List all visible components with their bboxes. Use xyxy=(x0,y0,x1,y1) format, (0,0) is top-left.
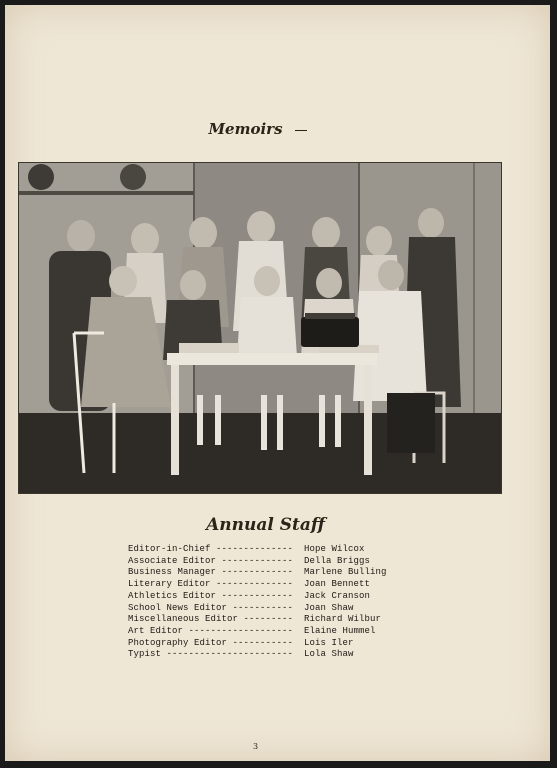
yearbook-page xyxy=(5,5,550,761)
staff-role: Business Manager ------------- xyxy=(128,567,294,578)
staff-row xyxy=(128,649,387,661)
staff-role: Associate Editor ------------- xyxy=(128,555,294,566)
staff-title: Annual Staff xyxy=(206,515,325,535)
staff-role: Art Editor ------------------- xyxy=(128,625,294,636)
staff-name: Elaine Hummel xyxy=(304,625,376,636)
staff-row xyxy=(128,591,387,603)
staff-role: Typist ----------------------- xyxy=(128,649,294,660)
section-title: Memoirs xyxy=(0,120,530,138)
staff-role: Photography Editor ----------- xyxy=(128,637,294,648)
staff-name: Hope Wilcox xyxy=(304,544,365,554)
staff-role: Literary Editor -------------- xyxy=(128,579,294,590)
staff-row xyxy=(128,556,387,568)
staff-name: Marlene Bulling xyxy=(304,567,387,578)
staff-group-photo xyxy=(18,162,502,494)
staff-role: Miscellaneous Editor --------- xyxy=(128,614,294,625)
staff-row xyxy=(128,614,387,626)
staff-name: Della Briggs xyxy=(304,555,371,566)
staff-row xyxy=(128,544,387,556)
staff-role: School News Editor ----------- xyxy=(128,602,294,613)
staff-name: Richard Wilbur xyxy=(304,614,382,625)
staff-name: Joan Bennett xyxy=(304,579,371,590)
staff-row xyxy=(128,638,387,650)
staff-roster xyxy=(128,544,387,661)
staff-row xyxy=(128,579,387,591)
staff-row xyxy=(128,626,387,638)
staff-name: Jack Cranson xyxy=(304,590,371,601)
staff-role: Athletics Editor ------------- xyxy=(128,590,294,601)
staff-row xyxy=(128,603,387,615)
staff-name: Joan Shaw xyxy=(304,602,354,613)
staff-name: Lois Iler xyxy=(304,637,354,648)
staff-role: Editor-in-Chief -------------- xyxy=(128,544,294,554)
staff-name: Lola Shaw xyxy=(304,649,354,660)
page-number: 3 xyxy=(253,742,259,751)
staff-row xyxy=(128,567,387,579)
